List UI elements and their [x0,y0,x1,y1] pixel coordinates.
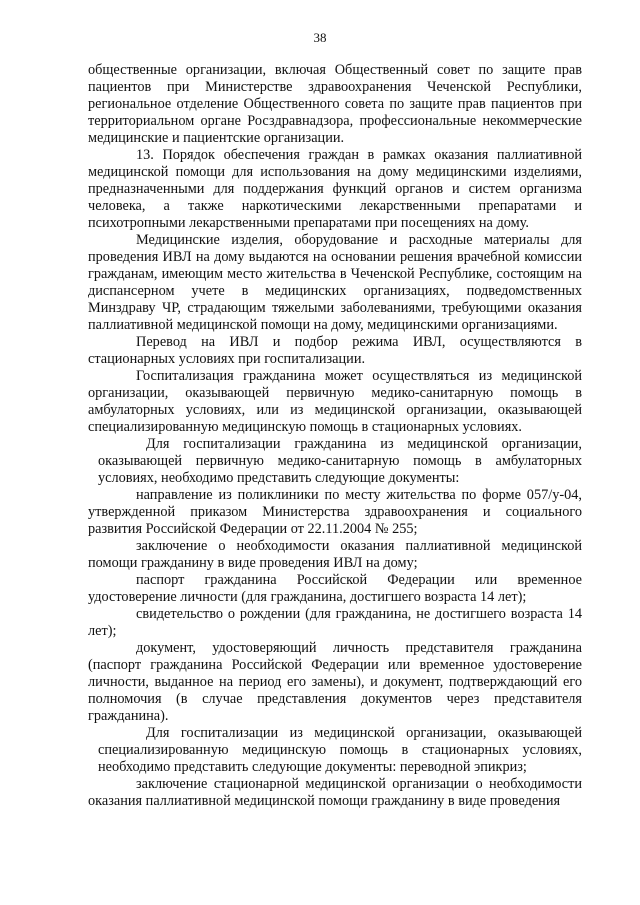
paragraph: документ, удостоверяющий личность представителя гражданина (паспорт гражданина Российской Федерации или временное удостоверение личности, выданное на период его замены), и документ, подтверждающий его полномочия (в случае представления документов через представителя гражданина). [88,640,582,724]
paragraph: Госпитализация гражданина может осуществляться из медицинской организации, оказывающей первичную медико-санитарную помощь в амбулаторных условиях, или из медицинской организации, оказывающей специализированную медицинскую помощь в стационарных условиях. [88,368,582,435]
paragraph: Медицинские изделия, оборудование и расходные материалы для проведения ИВЛ на дому выдаются на основании решения врачебной комиссии гражданам, имеющим место жительства в Чеченской Республике, состоящим на диспансерном учете в медицинских организациях, подведомственных Минздраву ЧР, страдающим тяжелыми заболеваниями, требующими оказания паллиативной медицинской помощи на дому, медицинскими организациями. [88,232,582,333]
document-body [88,62,582,810]
paragraph: заключение о необходимости оказания паллиативной медицинской помощи гражданину в виде проведения ИВЛ на дому; [88,538,582,571]
page-number: 38 [313,30,327,45]
paragraph: общественные организации, включая Общественный совет по защите прав пациентов при Министерстве здравоохранения Чеченской Республики, региональное отделение Общественного совета по защите прав пациентов при территориальном органе Росздравнадзора, профессиональные некоммерческие медицинские и пациентские организации. [88,62,582,146]
paragraph: свидетельство о рождении (для гражданина, не достигшего возраста 14 лет); [88,606,582,639]
paragraph: Перевод на ИВЛ и подбор режима ИВЛ, осуществляются в стационарных условиях при госпитализации. [88,334,582,367]
paragraph: Для госпитализации из медицинской организации, оказывающей специализированную медицинскую помощь в стационарных условиях, необходимо представить следующие документы: переводной эпикриз; [98,725,582,775]
paragraph: 13. Порядок обеспечения граждан в рамках оказания паллиативной медицинской помощи для использования на дому медицинскими изделиями, предназначенными для поддержания функций органов и систем организма человека, а также наркотическими лекарственными препаратами и психотропными лекарственными препаратами при посещениях на дому. [88,147,582,231]
paragraph: направление из поликлиники по месту жительства по форме 057/у-04, утвержденной приказом Министерства здравоохранения и социального развития Российской Федерации от 22.11.2004 № 255; [88,487,582,537]
paragraph: заключение стационарной медицинской организации о необходимости оказания паллиативной медицинской помощи гражданину в виде проведения [88,776,582,809]
paragraph: Для госпитализации гражданина из медицинской организации, оказывающей первичную медико-санитарную помощь в амбулаторных условиях, необходимо представить следующие документы: [98,436,582,486]
paragraph: паспорт гражданина Российской Федерации или временное удостоверение личности (для гражданина, достигшего возраста 14 лет); [88,572,582,605]
